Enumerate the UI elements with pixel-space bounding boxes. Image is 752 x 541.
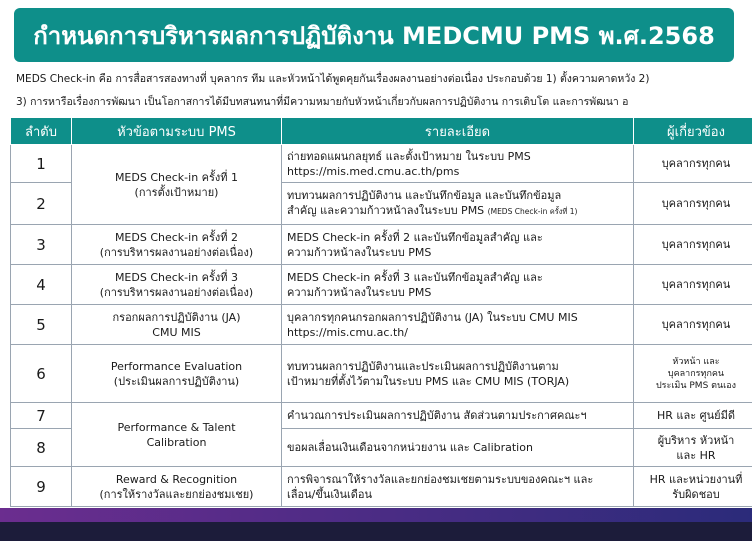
responsible-line: ประเมิน PMS ตนเอง <box>655 380 737 391</box>
responsible-line: และ HR <box>676 448 716 462</box>
row-responsible: บุคลากรทุกคน <box>634 183 752 225</box>
row-responsible: บุคลากรทุกคน <box>634 225 752 265</box>
detail-line: ถ่ายทอดแผนกลยุทธ์ และตั้งเป้าหมาย ในระบบ PMS <box>287 149 531 163</box>
detail-line: ทบทวนผลการปฏิบัติงาน และบันทึกข้อมูล และบันทึกข้อมูล <box>287 189 562 202</box>
header-responsible: ผู้เกี่ยวข้อง <box>634 118 752 145</box>
row-number: 6 <box>11 345 72 403</box>
table-row <box>11 225 752 265</box>
row-detail <box>282 305 634 345</box>
title-banner <box>14 8 734 62</box>
detail-text: สำคัญ และความก้าวหน้าลงในระบบ PMS <box>287 204 485 217</box>
header-detail: รายละเอียด <box>282 118 634 145</box>
table-header-row <box>11 118 752 145</box>
table-row <box>11 345 752 403</box>
topic-line: Performance Evaluation <box>110 359 243 373</box>
topic-line: MEDS Check-in ครั้งที่ 1 <box>114 170 239 184</box>
detail-note: (MEDS Check-in ครั้งที่ 1) <box>487 207 578 216</box>
detail-line: MEDS Check-in ครั้งที่ 3 และบันทึกข้อมูลสำคัญ และ <box>287 270 543 284</box>
topic-line: กรอกผลการปฏิบัติงาน (JA) <box>112 310 241 324</box>
row-detail: คำนวณการประเมินผลการปฏิบัติงาน สัดส่วนตามประกาศคณะฯ <box>282 403 634 429</box>
topic-line: (การให้รางวัลและยกย่องชมเชย) <box>99 487 254 501</box>
header-no: ลำดับ <box>11 118 72 145</box>
row-responsible: บุคลากรทุกคน <box>634 145 752 183</box>
page-title: กำหนดการบริหารผลการปฏิบัติงาน MEDCMU PMS พ.ศ.2568 <box>33 21 715 50</box>
row-number: 4 <box>11 265 72 305</box>
row-detail <box>282 145 634 183</box>
detail-line: บุคลากรทุกคนกรอกผลการปฏิบัติงาน (JA) ในระบบ CMU MIS <box>287 310 578 324</box>
detail-line: https://mis.med.cmu.ac.th/pms <box>287 164 460 178</box>
row-detail <box>282 183 634 225</box>
detail-line: ความก้าวหน้าลงในระบบ PMS <box>287 245 432 259</box>
row-responsible <box>634 345 752 403</box>
row-number: 7 <box>11 403 72 429</box>
row-number: 8 <box>11 429 72 467</box>
row-detail: ขอผลเลื่อนเงินเดือนจากหน่วยงาน และ Calibration <box>282 429 634 467</box>
row-responsible <box>634 429 752 467</box>
responsible-line: HR และหน่วยงานที่ <box>649 472 743 486</box>
detail-line: ทบทวนผลการปฏิบัติงานและประเมินผลการปฏิบัติงานตาม <box>287 359 559 373</box>
row-number: 5 <box>11 305 72 345</box>
row-topic <box>72 305 282 345</box>
row-detail <box>282 225 634 265</box>
responsible-line: ผู้บริหาร หัวหน้า <box>657 433 735 447</box>
row-detail <box>282 467 634 507</box>
row-topic <box>72 145 282 225</box>
row-topic <box>72 467 282 507</box>
topic-line: CMU MIS <box>152 325 201 339</box>
detail-line: MEDS Check-in ครั้งที่ 2 และบันทึกข้อมูลสำคัญ และ <box>287 230 543 244</box>
responsible-line: หัวหน้า และ <box>672 356 720 367</box>
intro-line-1: MEDS Check-in คือ การสื่อสารสองทางที่ บุคลากร ทีม และหัวหน้าได้พูดคุยกันเรื่องผลงานอย่างต่อเนื่อง ประกอบด้วย 1) ตั้งความคาดหวัง 2) <box>16 73 650 85</box>
intro-line-2: 3) การหารือเรื่องการพัฒนา เป็นโอกาสการได้มีบทสนทนาที่มีความหมายกับหัวหน้าเกี่ยวกับผลการปฏิบัติงาน การเติบโต และการพัฒนา อ <box>16 96 629 108</box>
topic-line: MEDS Check-in ครั้งที่ 3 <box>114 270 239 284</box>
topic-line: Performance & Talent <box>117 420 236 434</box>
table-row <box>11 467 752 507</box>
bottom-dark-strip <box>0 522 752 541</box>
topic-line: (ประเมินผลการปฏิบัติงาน) <box>113 374 240 388</box>
row-responsible: HR และ ศูนย์มีดี <box>634 403 752 429</box>
responsible-line: รับผิดชอบ <box>672 487 720 501</box>
row-detail <box>282 265 634 305</box>
topic-line: Reward & Recognition <box>115 472 238 486</box>
table-row <box>11 265 752 305</box>
topic-line: (การบริหารผลงานอย่างต่อเนื่อง) <box>99 245 254 259</box>
row-number: 3 <box>11 225 72 265</box>
detail-line: การพิจารณาให้รางวัลและยกย่องชมเชยตามระบบของคณะฯ และ <box>287 472 594 486</box>
row-topic <box>72 225 282 265</box>
table-row <box>11 305 752 345</box>
row-topic <box>72 265 282 305</box>
detail-line: เป้าหมายที่ตั้งไว้ตามในระบบ PMS และ CMU MIS (TORJA) <box>287 374 570 388</box>
row-topic <box>72 403 282 467</box>
pms-schedule-table <box>10 117 752 507</box>
responsible-line: บุคลากรทุกคน <box>667 368 725 379</box>
row-responsible <box>634 467 752 507</box>
table-row <box>11 403 752 429</box>
row-number: 9 <box>11 467 72 507</box>
row-number: 2 <box>11 183 72 225</box>
detail-line <box>287 203 628 219</box>
table-row <box>11 145 752 183</box>
detail-line: เลื่อน/ขึ้นเงินเดือน <box>287 487 373 501</box>
header-topic: หัวข้อตามระบบ PMS <box>72 118 282 145</box>
topic-line: (การบริหารผลงานอย่างต่อเนื่อง) <box>99 285 254 299</box>
topic-line: MEDS Check-in ครั้งที่ 2 <box>114 230 239 244</box>
row-topic <box>72 345 282 403</box>
detail-line: ความก้าวหน้าลงในระบบ PMS <box>287 285 432 299</box>
row-responsible: บุคลากรทุกคน <box>634 265 752 305</box>
row-responsible: บุคลากรทุกคน <box>634 305 752 345</box>
row-number: 1 <box>11 145 72 183</box>
detail-line: https://mis.cmu.ac.th/ <box>287 325 408 339</box>
topic-line: Calibration <box>146 435 207 449</box>
row-detail <box>282 345 634 403</box>
topic-line: (การตั้งเป้าหมาย) <box>134 185 219 199</box>
